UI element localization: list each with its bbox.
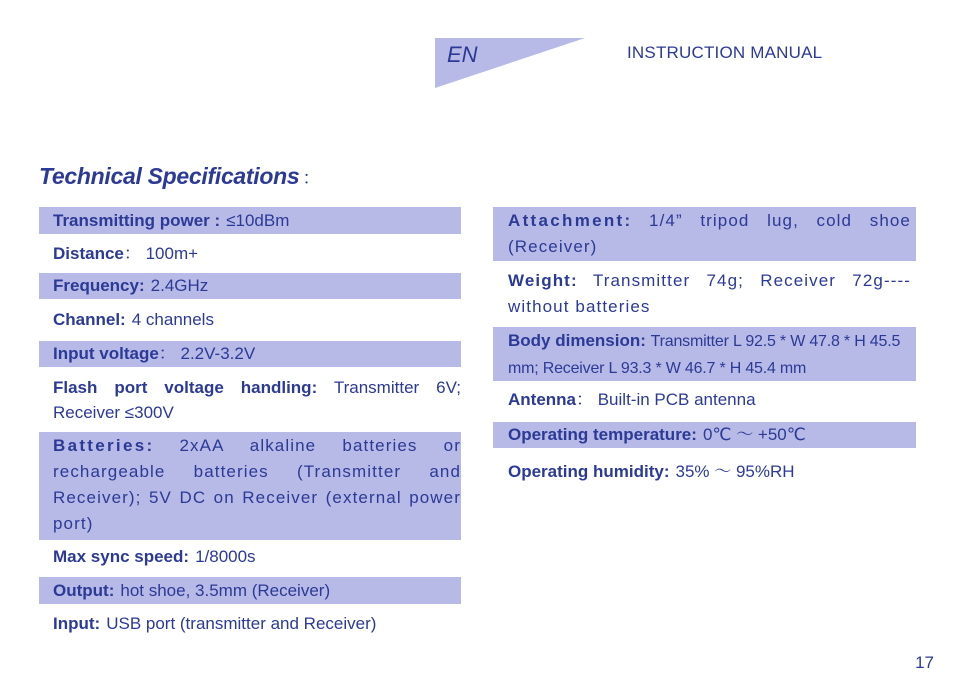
spec-value: ≤10dBm — [226, 211, 290, 230]
spec-label: Frequency: — [53, 276, 145, 295]
section-title — [39, 163, 320, 190]
spec-row-max-sync-speed — [39, 544, 461, 570]
spec-label: Antenna — [508, 390, 576, 409]
spec-row-body-dimension — [493, 327, 916, 381]
spec-value: 2xAA alkaline batteries or rechargeable batteries (Transmitter and Receiver); 5V DC on Receiver (external power port) — [53, 436, 461, 533]
spec-value: ： 100m+ — [123, 244, 199, 263]
spec-row-operating-humidity — [493, 459, 916, 485]
spec-row-antenna — [493, 387, 916, 413]
spec-row-operating-temperature — [493, 422, 916, 448]
spec-row-attachment — [493, 207, 916, 261]
spec-label: Max sync speed: — [53, 547, 190, 566]
spec-value: 1/4” tripod lug, cold shoe (Receiver) — [508, 211, 911, 256]
spec-value: ： Built-in PCB antenna — [576, 390, 756, 409]
spec-value: USB port (transmitter and Receiver) — [106, 614, 377, 633]
spec-row-input-voltage — [39, 341, 461, 367]
spec-label: Operating humidity: — [508, 462, 670, 481]
spec-label: Distance — [53, 244, 124, 263]
section-title-colon: ： — [302, 168, 321, 188]
spec-value: Transmitter 6V; Receiver ≤300V — [53, 378, 461, 422]
spec-row-output — [39, 577, 461, 604]
spec-row-batteries — [39, 432, 461, 540]
spec-label: Attachment: — [508, 211, 633, 230]
spec-label: Operating temperature: — [508, 425, 697, 444]
spec-row-distance — [39, 241, 461, 267]
spec-value: Transmitter 74g; Receiver 72g----without batteries — [508, 271, 911, 316]
spec-value: 35% ～ 95%RH — [675, 462, 795, 481]
spec-value: 4 channels — [131, 310, 214, 329]
spec-label: Input voltage — [53, 344, 159, 363]
section-title-text: Technical Specifications — [39, 163, 300, 189]
spec-label: Input: — [53, 614, 101, 633]
spec-label: Flash port voltage handling: — [53, 378, 318, 397]
spec-row-weight — [493, 268, 916, 320]
spec-value: 0℃ ～ +50℃ — [702, 425, 806, 444]
spec-label: Weight: — [508, 271, 578, 290]
spec-row-channel — [39, 307, 461, 333]
spec-value: 2.4GHz — [150, 276, 209, 295]
spec-value: Transmitter L 92.5 * W 47.8 * H 45.5 mm; Receiver L 93.3 * W 46.7 * H 45.4 mm — [508, 333, 901, 377]
spec-label: Output: — [53, 581, 115, 600]
spec-value: ： 2.2V-3.2V — [158, 344, 256, 363]
manual-title: INSTRUCTION MANUAL — [627, 43, 823, 62]
page-number: 17 — [915, 653, 934, 672]
spec-value: 1/8000s — [195, 547, 256, 566]
spec-value: hot shoe, 3.5mm (Receiver) — [120, 581, 331, 600]
spec-row-input — [39, 611, 461, 637]
spec-row-transmitting-power — [39, 207, 461, 234]
spec-label: Batteries: — [53, 436, 155, 455]
spec-label: Body dimension: — [508, 331, 646, 350]
spec-label: Channel: — [53, 310, 126, 329]
language-label: EN — [447, 42, 478, 67]
spec-row-frequency — [39, 273, 461, 299]
spec-row-flash-port-voltage — [39, 375, 461, 427]
spec-label: Transmitting power : — [53, 211, 221, 230]
